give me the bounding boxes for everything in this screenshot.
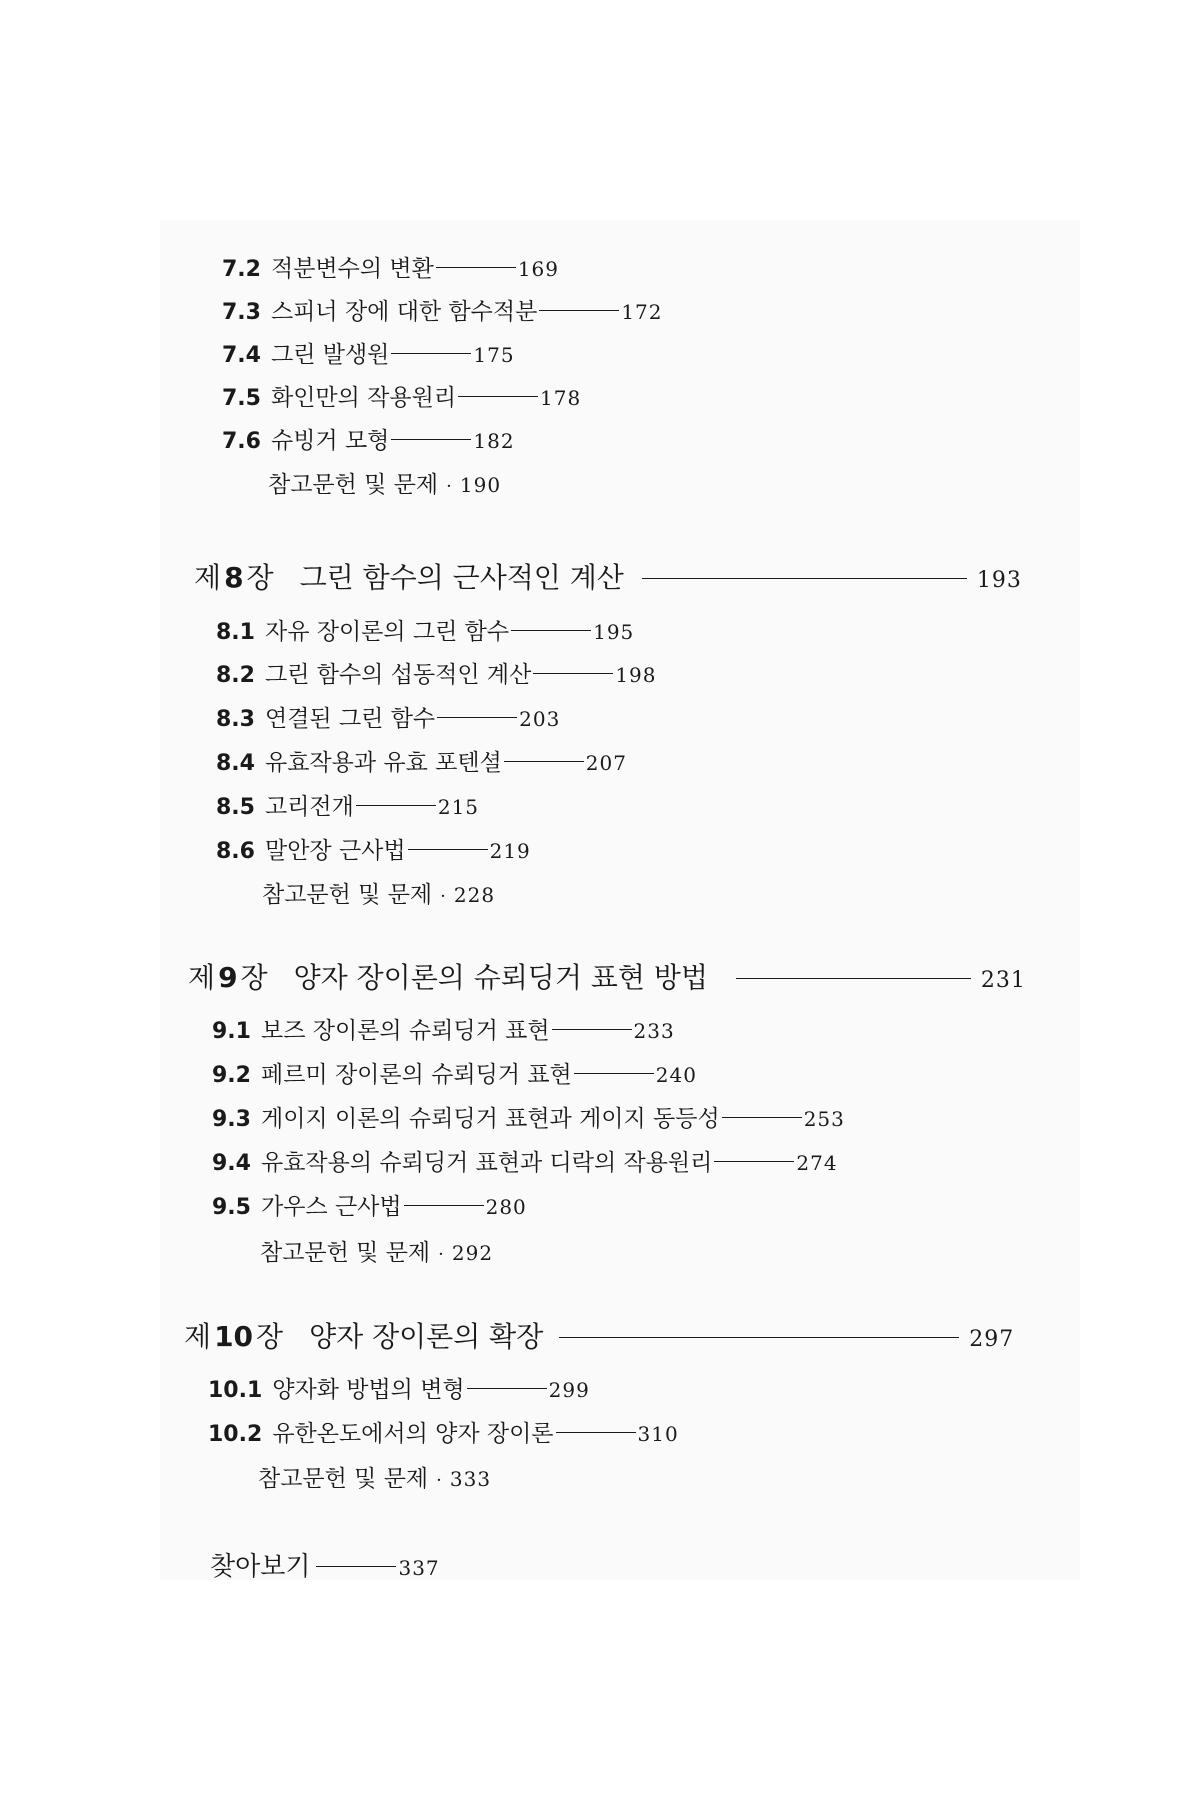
toc-section-8-4[interactable]	[216, 744, 627, 777]
section-number: 7.2	[222, 257, 261, 282]
section-title: 유한온도에서의 양자 장이론	[272, 1421, 554, 1447]
leader-line	[714, 1161, 794, 1162]
references-label: 참고문헌 및 문제	[260, 1240, 431, 1266]
section-number: 9.3	[212, 1107, 251, 1132]
page-number: 297	[969, 1327, 1015, 1352]
section-title: 그린 발생원	[270, 342, 390, 368]
section-number: 10.2	[208, 1422, 263, 1447]
page-number: 198	[615, 663, 657, 687]
section-title: 슈빙거 모형	[270, 428, 390, 454]
toc-section-8-1[interactable]	[216, 613, 634, 646]
page-number: 190	[459, 473, 502, 497]
chapter-suffix: 장	[240, 961, 268, 994]
page-number: 292	[451, 1241, 494, 1265]
chapter-number: 9	[218, 961, 238, 994]
section-title: 연결된 그린 함수	[264, 706, 436, 732]
section-title: 양자화 방법의 변형	[272, 1377, 465, 1403]
section-number: 8.1	[216, 620, 255, 645]
toc-section-7-2[interactable]	[222, 250, 559, 283]
section-title: 그린 함수의 섭동적인 계산	[264, 662, 532, 688]
toc-section-10-1[interactable]	[208, 1371, 590, 1404]
separator-dot: ·	[436, 1470, 442, 1491]
toc-section-8-3[interactable]	[216, 700, 560, 733]
chapter-prefix: 제	[194, 561, 222, 594]
leader-line	[559, 1337, 959, 1338]
leader-line	[736, 978, 971, 979]
page-number: 333	[449, 1467, 492, 1491]
page-number: 228	[453, 883, 496, 907]
page-number: 233	[633, 1019, 675, 1043]
leader-line	[437, 717, 517, 718]
toc-references-ch7[interactable]	[268, 466, 501, 499]
chapter-prefix: 제	[188, 961, 216, 994]
leader-line	[511, 630, 591, 631]
toc-section-9-2[interactable]	[212, 1056, 697, 1089]
page-number: 299	[548, 1378, 590, 1402]
chapter-suffix: 장	[256, 1320, 284, 1353]
section-number: 8.4	[216, 751, 255, 776]
leader-line	[556, 1432, 636, 1433]
chapter-title: 양자 장이론의 확장	[309, 1320, 544, 1353]
leader-line	[504, 761, 584, 762]
index-label: 찾아보기	[210, 1552, 311, 1582]
toc-section-9-3[interactable]	[212, 1100, 845, 1133]
page-number: 231	[980, 968, 1026, 993]
leader-line	[404, 1205, 484, 1206]
leader-line	[467, 1388, 547, 1389]
section-title: 가우스 근사법	[260, 1194, 402, 1220]
page-number: 274	[796, 1151, 838, 1175]
section-title: 유효작용과 유효 포텐셜	[264, 750, 502, 776]
toc-index[interactable]	[210, 1546, 440, 1583]
chapter-number: 10	[214, 1320, 254, 1353]
toc-section-10-2[interactable]	[208, 1415, 679, 1448]
toc-section-8-5[interactable]	[216, 788, 479, 821]
section-title: 스피너 장에 대한 함수적분	[270, 299, 538, 325]
chapter-number: 8	[224, 561, 244, 594]
toc-section-9-1[interactable]	[212, 1012, 675, 1045]
chapter-suffix: 장	[246, 561, 274, 594]
section-title: 게이지 이론의 슈뢰딩거 표현과 게이지 동등성	[260, 1106, 720, 1132]
page-number: 219	[489, 839, 531, 863]
page-number: 178	[540, 386, 582, 410]
leader-line	[533, 673, 613, 674]
chapter-title: 양자 장이론의 슈뢰딩거 표현 방법	[293, 961, 708, 994]
toc-section-7-4[interactable]	[222, 336, 515, 369]
separator-dot: ·	[438, 1244, 444, 1265]
separator-dot: ·	[446, 476, 452, 497]
leader-line	[574, 1073, 654, 1074]
section-title: 보즈 장이론의 슈뢰딩거 표현	[260, 1018, 550, 1044]
toc-section-9-4[interactable]	[212, 1144, 838, 1177]
toc-chapter-10[interactable]	[184, 1315, 1014, 1355]
section-number: 9.4	[212, 1151, 251, 1176]
section-title: 페르미 장이론의 슈뢰딩거 표현	[260, 1062, 572, 1088]
leader-line	[356, 805, 436, 806]
page-number: 193	[976, 568, 1022, 593]
page-number: 207	[585, 751, 627, 775]
section-number: 8.3	[216, 707, 255, 732]
page-number: 240	[655, 1063, 697, 1087]
page-number: 175	[473, 343, 515, 367]
leader-line	[539, 310, 619, 311]
section-title: 적분변수의 변환	[270, 256, 434, 282]
references-label: 참고문헌 및 문제	[262, 882, 433, 908]
toc-chapter-9[interactable]	[188, 956, 1026, 996]
page-number: 253	[803, 1107, 845, 1131]
section-number: 7.4	[222, 343, 261, 368]
section-title: 유효작용의 슈뢰딩거 표현과 디락의 작용원리	[260, 1150, 713, 1176]
leader-line	[458, 396, 538, 397]
section-number: 8.5	[216, 795, 255, 820]
section-number: 9.1	[212, 1019, 251, 1044]
leader-line	[391, 353, 471, 354]
leader-line	[722, 1117, 802, 1118]
toc-references-ch9[interactable]	[260, 1234, 493, 1267]
section-number: 9.5	[212, 1195, 251, 1220]
toc-section-8-6[interactable]	[216, 832, 531, 865]
page-number: 337	[398, 1556, 440, 1580]
toc-section-7-6[interactable]	[222, 422, 515, 455]
page-number: 310	[637, 1422, 679, 1446]
toc-references-ch10[interactable]	[258, 1460, 491, 1493]
page-number: 280	[485, 1195, 527, 1219]
section-number: 9.2	[212, 1063, 251, 1088]
toc-references-ch8[interactable]	[262, 876, 495, 909]
leader-line	[391, 439, 471, 440]
section-title: 고리전개	[264, 794, 354, 820]
section-number: 8.6	[216, 839, 255, 864]
section-title: 화인만의 작용원리	[270, 385, 457, 411]
page-number: 195	[593, 620, 635, 644]
section-number: 10.1	[208, 1378, 263, 1403]
page-number: 172	[621, 300, 663, 324]
chapter-title: 그린 함수의 근사적인 계산	[299, 561, 624, 594]
section-number: 7.6	[222, 429, 261, 454]
leader-line	[408, 849, 488, 850]
page-number: 182	[473, 429, 515, 453]
page-number: 203	[519, 707, 561, 731]
section-number: 7.3	[222, 300, 261, 325]
toc-chapter-8[interactable]	[194, 556, 1022, 596]
toc-section-8-2[interactable]	[216, 656, 657, 689]
toc-section-9-5[interactable]	[212, 1188, 527, 1221]
references-label: 참고문헌 및 문제	[268, 472, 439, 498]
leader-line	[642, 578, 967, 579]
leader-line	[552, 1029, 632, 1030]
section-title: 자유 장이론의 그린 함수	[264, 619, 510, 645]
page-number: 215	[437, 795, 480, 819]
section-number: 7.5	[222, 386, 261, 411]
references-label: 참고문헌 및 문제	[258, 1466, 429, 1492]
section-number: 8.2	[216, 663, 255, 688]
chapter-prefix: 제	[184, 1320, 212, 1353]
toc-section-7-3[interactable]	[222, 293, 663, 326]
section-title: 말안장 근사법	[264, 838, 406, 864]
page-number: 169	[517, 257, 560, 281]
leader-line	[436, 267, 516, 268]
leader-line	[316, 1566, 396, 1567]
toc-section-7-5[interactable]	[222, 379, 581, 412]
separator-dot: ·	[440, 886, 446, 907]
